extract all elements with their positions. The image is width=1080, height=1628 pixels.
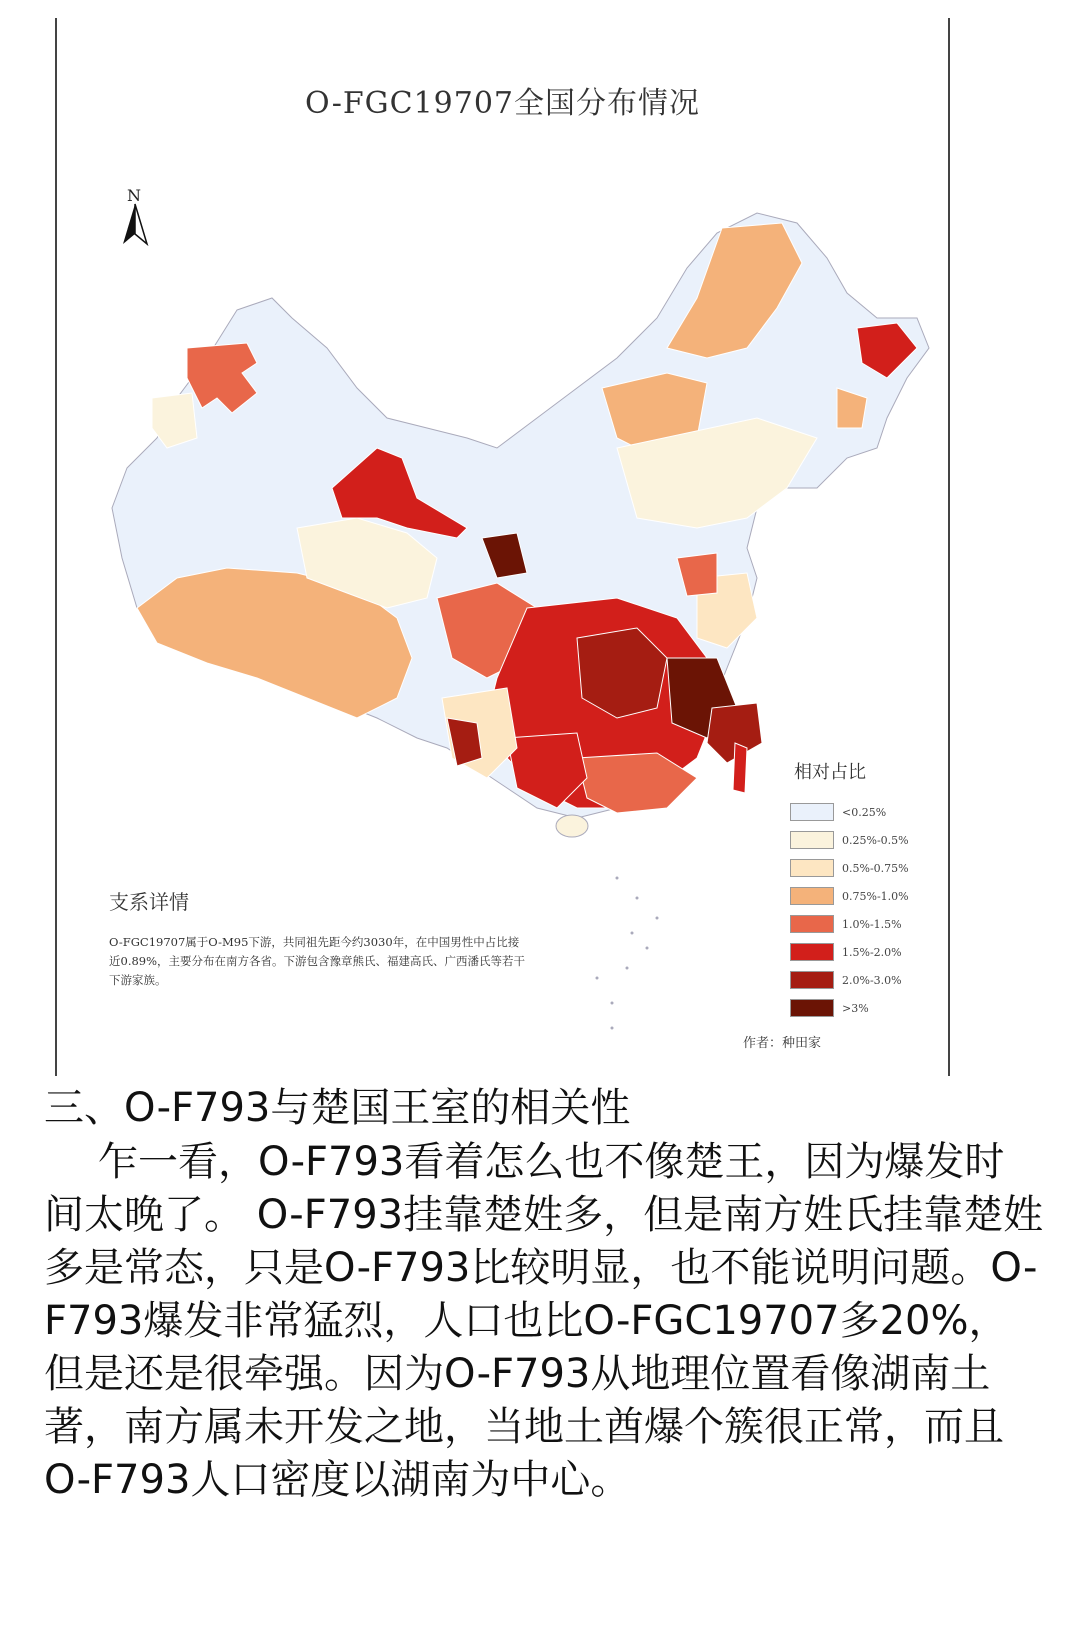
legend-item (790, 910, 940, 938)
legend-item (790, 994, 940, 1022)
legend-swatch (790, 859, 834, 877)
legend-item (790, 798, 940, 826)
section-paragraph: 乍一看，O-F793看着怎么也不像楚王，因为爆发时间太晚了。 O-F793挂靠楚姓多，但是南方姓氏挂靠楚姓多是常态，只是O-F793比较明显，也不能说明问题。O-F793爆发非常猛烈，人口也比O-FGC19707多20%，但是还是很牵强。因为O-F793从地理位置看像湖南土著，南方属未开发之地，当地土酋爆个簇很正常，而且O-F793人口密度以湖南为中心。 (44, 1139, 1044, 1503)
legend-item (790, 826, 940, 854)
region-yunnan-west (447, 718, 482, 766)
legend-item (790, 882, 940, 910)
legend-label: 2.0%-3.0% (842, 973, 902, 987)
legend-swatch (790, 999, 834, 1017)
legend-swatch (790, 971, 834, 989)
legend-label: 0.25%-0.5% (842, 833, 909, 847)
map-title: O-FGC19707全国分布情况 (305, 86, 700, 121)
author-credit: 作者：种田家 (743, 1036, 822, 1051)
legend-item (790, 966, 940, 994)
legend-label: 0.75%-1.0% (842, 889, 909, 903)
section-heading: 三、O-F793与楚国王室的相关性 (44, 1085, 631, 1131)
info-body: O-FGC19707属于O-M95下游，共同祖先距今约3030年，在中国男性中占比接近0.89%，主要分布在南方各省。下游包含豫章熊氏、福建高氏、广西潘氏等若干下游家族。 (109, 935, 526, 987)
legend-label: <0.25% (842, 805, 887, 819)
legend-item (790, 938, 940, 966)
legend-swatch (790, 887, 834, 905)
article (44, 1080, 1044, 1507)
info-title: 支系详情 (109, 890, 189, 914)
legend-label: 1.5%-2.0% (842, 945, 902, 959)
legend-swatch (790, 803, 834, 821)
lineage-info (109, 886, 529, 990)
region-hainan (556, 815, 588, 837)
region-taiwan (733, 743, 747, 793)
legend-label: 0.5%-0.75% (842, 861, 909, 875)
south-china-sea-islands (596, 877, 659, 1030)
legend-label: 1.0%-1.5% (842, 917, 902, 931)
distribution-map-figure (55, 18, 950, 1076)
legend-swatch (790, 831, 834, 849)
legend-label: >3% (842, 1001, 869, 1015)
north-label: N (127, 186, 141, 205)
legend-swatch (790, 943, 834, 961)
legend-swatch (790, 915, 834, 933)
legend-title: 相对占比 (794, 762, 866, 783)
map-legend (790, 758, 940, 1022)
legend-item (790, 854, 940, 882)
